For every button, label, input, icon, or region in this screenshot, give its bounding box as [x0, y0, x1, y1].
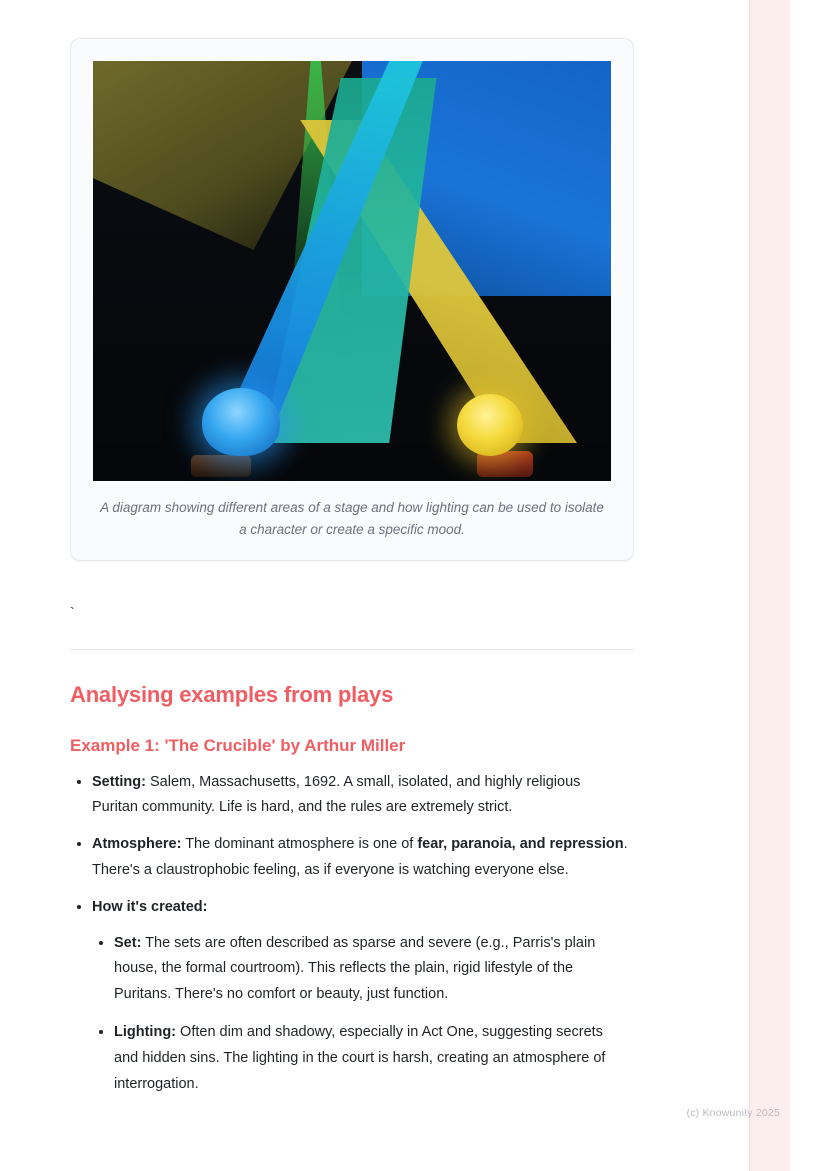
- stage-lighting-photo: [93, 61, 611, 481]
- analysis-sublist: [92, 931, 630, 1098]
- page-side-strip: [749, 0, 790, 1171]
- sub-bullet-text: The sets are often described as sparse and severe (e.g., Parris's plain house, the formal courtroom). This reflects the plain, rigid lifestyle of the Puritans. There's no comfort or beauty, just function.: [114, 934, 596, 1003]
- bullet-text-part-2: . There's a claustrophobic feeling, as if everyone is watching everyone else.: [92, 836, 628, 878]
- blue-stage-lamp-icon: [202, 388, 280, 456]
- list-item: [92, 895, 630, 1098]
- figure-card: [70, 38, 634, 561]
- sub-bullet-label: Set:: [114, 934, 142, 951]
- example-heading: Example 1: 'The Crucible' by Arthur Miller: [70, 735, 406, 755]
- list-item: [114, 1020, 630, 1097]
- bullet-label: How it's created:: [92, 898, 208, 915]
- bullet-text-part-1: The dominant atmosphere is one of: [181, 836, 418, 853]
- stage-backdrop: [93, 61, 611, 481]
- watermark: (c) Knowunity 2025: [686, 1107, 780, 1119]
- bullet-label: Setting:: [92, 773, 146, 790]
- bullet-label: Atmosphere:: [92, 836, 182, 853]
- bullet-text: Salem, Massachusetts, 1692. A small, isolated, and highly religious Puritan community. Life is hard, and the rules are extremely strict.: [92, 773, 581, 816]
- list-item: [92, 770, 630, 822]
- stage-floor: [93, 443, 611, 481]
- page-title: Analysing examples from plays: [70, 681, 394, 707]
- sub-bullet-label: Lighting:: [114, 1023, 177, 1040]
- section-divider: [70, 649, 634, 650]
- list-item: [114, 931, 630, 1008]
- bullet-text-emphasis: fear, paranoia, and repression: [417, 836, 624, 853]
- yellow-stage-lamp-icon: [457, 394, 523, 456]
- sub-bullet-text: Often dim and shadowy, especially in Act One, suggesting secrets and hidden sins. The lighting in the court is harsh, creating an atmosphere of interrogation.: [114, 1023, 606, 1092]
- figure-caption: A diagram showing different areas of a stage and how lighting can be used to isolate a character or create a specific mood.: [100, 500, 604, 538]
- stray-character: `: [70, 603, 75, 620]
- analysis-list: [70, 770, 630, 1098]
- list-item: [92, 832, 630, 884]
- left-lamp-base: [191, 455, 251, 477]
